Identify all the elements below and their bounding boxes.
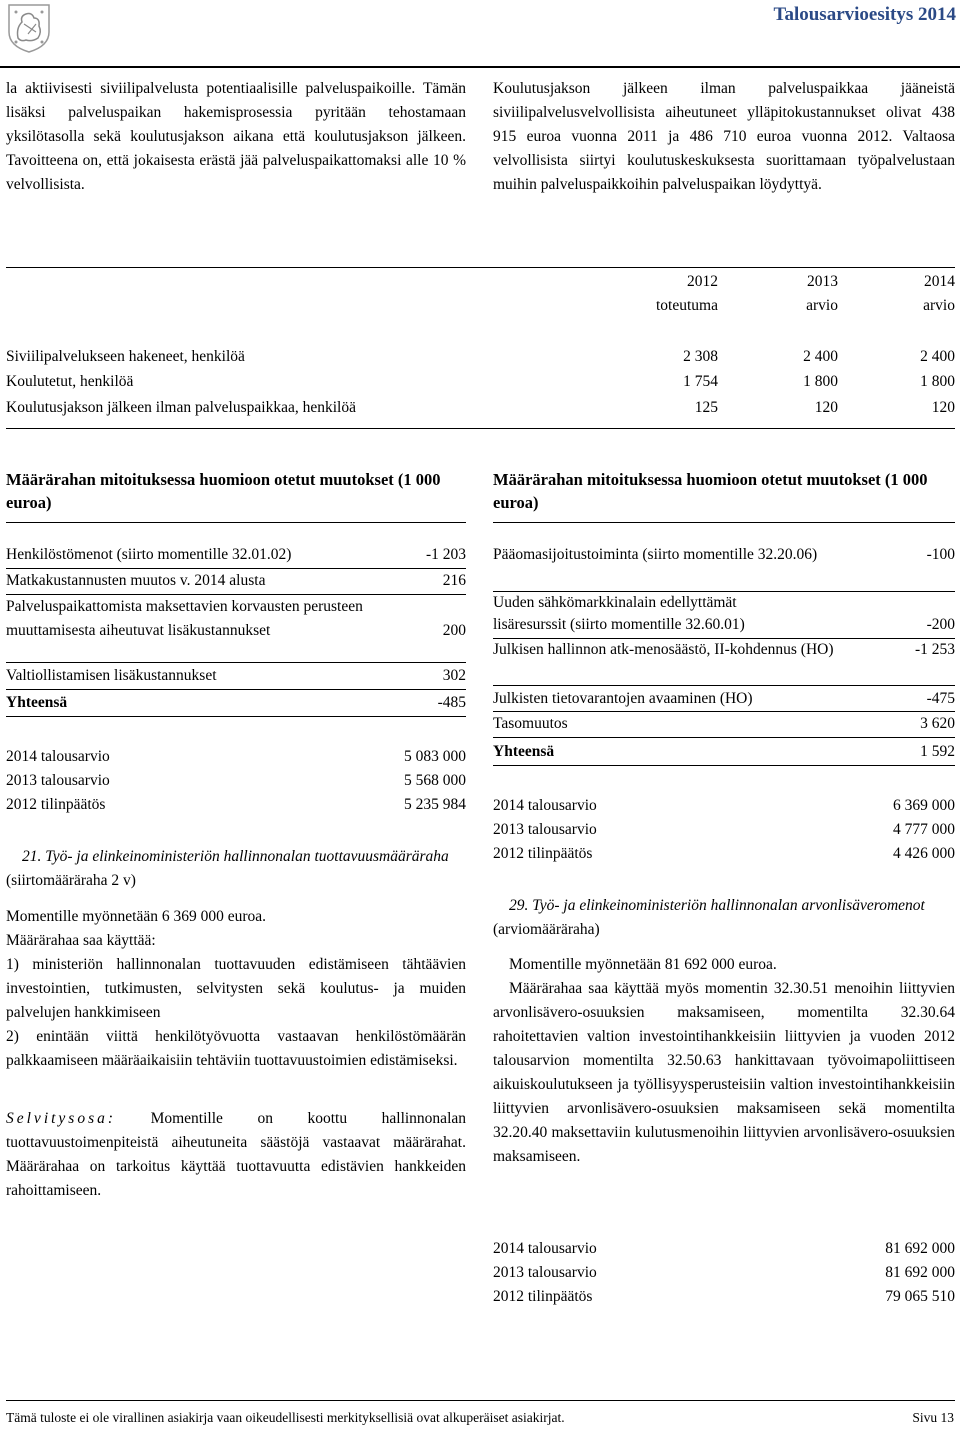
right-moment-title: 29. Työ- ja elinkeinoministeriön hallinnonalan arvonlisäveromenot (arviomääräraha) xyxy=(493,897,925,938)
lion-crest-icon xyxy=(6,2,52,54)
table-header-2012: 2012 toteutuma xyxy=(656,273,718,314)
list-item: Henkilöstömenot (siirto momentille 32.01.02) -1 203 xyxy=(6,546,466,563)
document-title: Talousarvioesitys 2014 xyxy=(773,4,956,25)
left-moment-title: 21. Työ- ja elinkeinoministeriön hallinnonalan tuottavuusmääräraha (siirtomääräraha 2 v) xyxy=(6,848,449,889)
footer-rule xyxy=(6,1400,955,1401)
list-item: 2014 talousarvio 6 369 000 xyxy=(493,797,955,814)
left-usage-1: 1) ministeriön hallinnonalan tuottavuuden edistämiseen tähtäävien investointien, tutkimusten, selvitysten sekä koulutus- ja muiden palvelujen hankkimiseen xyxy=(6,956,466,1021)
right-usage-paragraph: Määrärahaa saa käyttää myös momentin 32.30.51 menoihin liittyvien arvonlisävero-osuuksien maksamiseen, momentilta 32.30.64 rahoitettavien valtion investointihankkeisiin liittyvien ja vuoden 2012 talousarvion momentilta 32.50.63 hankittavaan työvoimapoliittiseen aikuiskoulutukseen ja työllisyysperusteisiin valtion investointihankkeisiin liittyvien arvonlisävero-osuuksien maksamiseen sekä momentilta 32.20.40 maksettaviin kulutusmenoihin liittyvien arvonlisävero-osuuksien maksamiseen. xyxy=(493,980,955,1165)
header-divider xyxy=(0,66,960,68)
table-header-2013: 2013 arvio xyxy=(806,273,838,314)
list-item: Matkakustannusten muutos v. 2014 alusta 216 xyxy=(6,572,466,589)
page-number: Sivu 13 xyxy=(912,1410,954,1425)
table-bottom-rule xyxy=(6,428,955,429)
table-top-rule xyxy=(6,267,955,268)
list-item: Valtiollistamisen lisäkustannukset 302 xyxy=(6,667,466,684)
left-granted-text: Momentille myönnetään 6 369 000 euroa. xyxy=(6,908,266,925)
table-header-2014: 2014 arvio xyxy=(923,273,955,314)
left-total-row: Yhteensä -485 xyxy=(6,694,466,711)
list-item: Uuden sähkömarkkinalain edellyttämät lisäresurssit (siirto momentille 32.60.01) -200 xyxy=(493,594,955,633)
right-total-row: Yhteensä 1 592 xyxy=(493,743,955,760)
list-item: Tasomuutos 3 620 xyxy=(493,715,955,732)
list-item: Palveluspaikattomista maksettavien korvausten perusteen muuttamisesta aiheutuvat lisäkustannukset 200 xyxy=(6,598,466,639)
footer-disclaimer: Tämä tuloste ei ole virallinen asiakirja vaan oikeudellisesti merkityksellisiä ovat alkuperäiset asiakirjat. xyxy=(6,1410,565,1425)
list-item: Julkisten tietovarantojen avaaminen (HO) -475 xyxy=(493,690,955,707)
intro-right-paragraph: Koulutusjakson jälkeen ilman palveluspaikkaa jääneistä siviilipalvelusvelvollisista aiheutuneet ylläpitokustannukset olivat 438 915 euroa vuonna 2011 ja 486 710 euroa vuonna 2012. Valtaosa velvollisista siirtyi koulutuskeskuksesta suorittamaan työpalvelustaan muihin palveluspaikkoihin palveluspaikan löydyttyä. xyxy=(493,80,955,193)
list-item: Julkisen hallinnon atk-menosäästö, II-kohdennus (HO) -1 253 xyxy=(493,641,955,658)
list-item: 2013 talousarvio 5 568 000 xyxy=(6,772,466,789)
list-item: 2012 tilinpäätös 5 235 984 xyxy=(6,796,466,813)
coat-of-arms-logo xyxy=(6,2,52,54)
left-changes-heading: Määrärahan mitoituksessa huomioon otetut muutokset (1 000 euroa) xyxy=(6,470,441,512)
list-item: 2012 tilinpäätös 79 065 510 xyxy=(493,1288,955,1305)
right-heading-rule xyxy=(493,522,955,523)
intro-left-paragraph: la aktiivisesti siviilipalvelusta potentiaalisille palveluspaikoille. Tämän lisäksi palveluspaikan hakemisprosessia pyritään tehostamaan yksilötasolla sekä koulutusjakson aikana että koulutusjakson jälkeen. Tavoitteena on, että jokaisesta erästä jää palveluspaikattomaksi alle 10 % velvollisista. xyxy=(6,80,466,193)
footer xyxy=(6,1409,954,1427)
left-usage-intro: Määrärahaa saa käyttää: xyxy=(6,932,156,949)
left-usage-2: 2) enintään viittä henkilötyövuotta vastaavan henkilöstömäärän palkkaamiseen määräaikaisiin tehtäviin tuottavuustoimien edistämiseksi. xyxy=(6,1028,466,1069)
list-item: 2014 talousarvio 5 083 000 xyxy=(6,748,466,765)
right-changes-heading: Määrärahan mitoituksessa huomioon otetut muutokset (1 000 euroa) xyxy=(493,470,928,512)
list-item: 2014 talousarvio 81 692 000 xyxy=(493,1240,955,1257)
left-selvitys-paragraph: Selvitysosa: Momentille on koottu hallinnonalan tuottavuustoimenpiteistä aiheutuneita säästöjä vastaavat määrärahat. Määrärahaa on tarkoitus käyttää tuottavuutta edistävien hankkeiden rahoittamiseen. xyxy=(6,1110,466,1199)
list-item: Pääomasijoitustoiminta (siirto momentille 32.20.06) -100 xyxy=(493,546,955,563)
list-item: 2012 tilinpäätös 4 426 000 xyxy=(493,845,955,862)
left-heading-rule xyxy=(6,522,466,523)
list-item: 2013 talousarvio 4 777 000 xyxy=(493,821,955,838)
selvitys-label: Selvitysosa: xyxy=(6,1110,117,1127)
list-item: 2013 talousarvio 81 692 000 xyxy=(493,1264,955,1281)
right-granted-text: Momentille myönnetään 81 692 000 euroa. xyxy=(509,956,777,973)
